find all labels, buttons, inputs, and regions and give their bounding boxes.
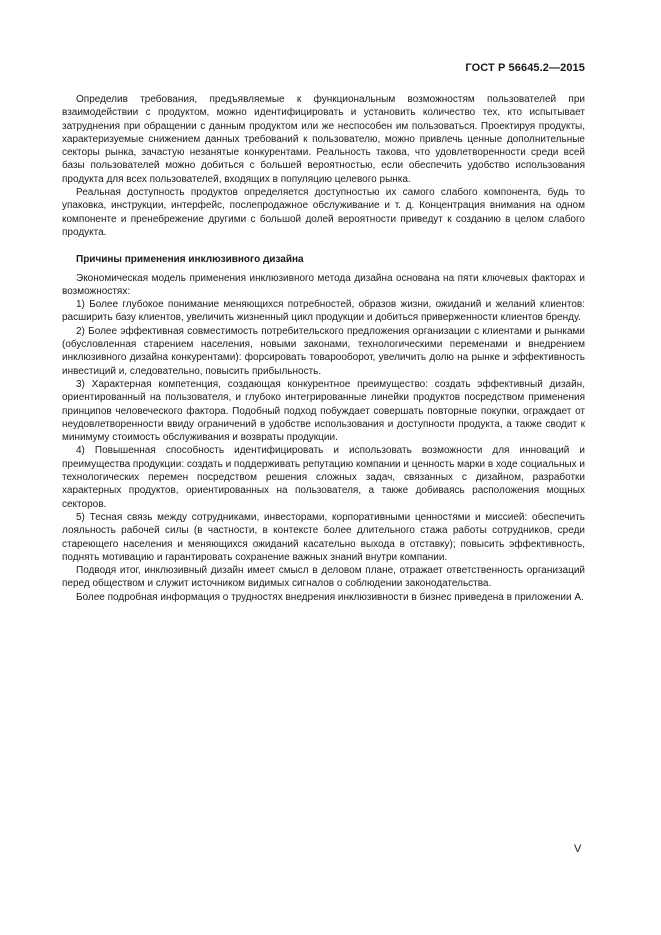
paragraph: Реальная доступность продуктов определяется доступностью их самого слабого компонента, будь то упаковка, инструкции, интерфейс, послепродажное обслуживание и т. д. Концентрация внимания на одном компоненте и пренебрежение другими с большой долей вероятности приведут к созданию в целом слабого продукта. — [62, 187, 585, 238]
document-number-header: ГОСТ Р 56645.2—2015 — [465, 62, 585, 74]
page-body — [62, 93, 585, 604]
page-number: V — [574, 843, 582, 855]
paragraph: Более подробная информация о трудностях внедрения инклюзивности в бизнес приведена в приложении А. — [76, 591, 584, 603]
section-intro: Экономическая модель применения инклюзивного метода дизайна основана на пяти ключевых факторах и возможностях: — [62, 272, 585, 297]
paragraph: Подводя итог, инклюзивный дизайн имеет смысл в деловом плане, отражает ответственность организаций перед обществом и служит источником видимых сигналов о соблюдении законодательства. — [62, 565, 585, 590]
list-item: 2) Более эффективная совместимость потребительского предложения организации с клиентами и рынками (обусловленная старением населения, новыми законами, технологическими переменами и внедрением инклюзивного дизайна конкурентами): форсировать товарооборот, увеличить долю на рынке и эффективность инвестиций и, следовательно, повысить прибыльность. — [62, 325, 585, 377]
list-item: 3) Характерная компетенция, создающая конкурентное преимущество: создать эффективный дизайн, ориентированный на пользователя, и глубоко интегрированные линейки продуктов посредством применения принципов человеческого фактора. Подобный подход побуждает совершать повторные покупки, ограждает от неудовлетворенности ввиду ограничений в удобстве использования и доступности продукта, а также сводит к минимуму стоимость обслуживания и возвраты продукции. — [62, 378, 585, 444]
list-item: 5) Тесная связь между сотрудниками, инвесторами, корпоративными ценностями и миссией: обеспечить лояльность рабочей силы (в частности, в контексте более длительного стажа работы сотрудников, среди стареющего населения и меняющихся ожиданий касательно выхода в отставку); повысить эффективность, поднять мотивацию и гарантировать сохранение важных знаний внутри компании. — [62, 511, 585, 563]
section-heading: Причины применения инклюзивного дизайна — [76, 254, 304, 266]
paragraph: Определив требования, предъявляемые к функциональным возможностям пользователей при взаимодействии с продуктом, можно идентифицировать и установить количество тех, кто испытывает затруднения при обращении с данным продуктом или же неспособен им пользоваться. Проектируя продукты, характеризуемые снижением данных требований к пользователю, можно привлечь ценные дополнительные секторы рынка, зачастую незанятые конкурентами. Реальность такова, что удовлетворенности среди всей базы пользователей можно добиться с большей вероятностью, если обеспечить удобство использования продукта для всех пользователей, входящих в популяцию целевого рынка. — [62, 94, 585, 185]
list-item: 4) Повышенная способность идентифицировать и использовать возможности для инноваций и преимущества продукции: создать и поддерживать репутацию компании и ценность марки в ходе социальных и технологических перемен посредством решения сложных задач, связанных с дизайном, разработки характерных продуктов, ориентированных на пользователя, а также добиваясь расположения мощных секторов. — [62, 445, 586, 510]
list-item: 1) Более глубокое понимание меняющихся потребностей, образов жизни, ожиданий и желаний клиентов: расширить базу клиентов, увеличить жизненный цикл продукции и добиться приверженности клиентов бренду. — [62, 299, 585, 324]
